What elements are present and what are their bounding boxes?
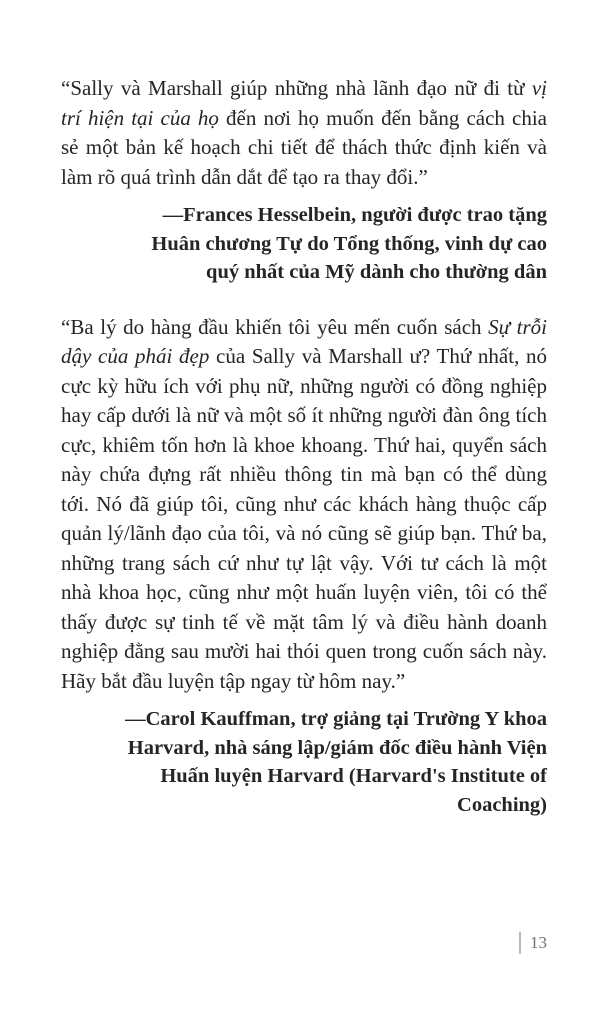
- testimonial-quote-1: [61, 74, 547, 192]
- quote-1-segment-1: “Sally và Marshall giúp những nhà lãnh đạo nữ đi từ: [61, 76, 532, 100]
- book-page: [61, 74, 547, 845]
- quote-2-segment-1: “Ba lý do hàng đầu khiến tôi yêu mến cuốn sách: [61, 314, 489, 339]
- quote-2-book-title-italic: Sự trỗi dậy của phái đẹp: [61, 314, 547, 368]
- quote-1-italic-phrase: vị trí hiện tại của họ: [61, 76, 547, 130]
- testimonial-quote-2: [61, 313, 547, 697]
- attribution-carol-kauffman: —Carol Kauffman, trợ giảng tại Trường Y khoa Harvard, nhà sáng lập/giám đốc điều hành Viện Huấn luyện Harvard (Harvard's Institute of Coaching): [125, 708, 547, 816]
- quote-2-segment-3: của Sally và Marshall ư? Thứ nhất, nó cực kỳ hữu ích với phụ nữ, những người có đồng nghiệp hay cấp dưới là nữ và một số ít những người đàn ông tích cực, khiêm tốn hơn là khoe khoang. Thứ hai, quyển sách này chứa đựng rất nhiều thông tin mà bạn có thể dùng tới. Nó đã giúp tôi, cũng như các khách hàng thuộc cấp quản lý/lãnh đạo của tôi, và nó cũng sẽ giúp bạn. Thứ ba, những trang sách cứ như tự lật vậy. Với tư cách là một nhà khoa học, cũng như một huấn luyện viên, tôi có thể thấy được sự tinh tế về mặt tâm lý và điều hành doanh nghiệp đằng sau mười hai thói quen trong cuốn sách này. Hãy bắt đầu luyện tập ngay từ hôm nay.”: [61, 344, 548, 693]
- page-number-divider: [519, 932, 521, 954]
- attribution-frances-hesselbein: —Frances Hesselbein, người được trao tặng Huân chương Tự do Tổng thống, vinh dự cao quý nhất của Mỹ dành cho thường dân: [151, 204, 547, 283]
- quote-1-segment-3: đến nơi họ muốn đến bằng cách chia sẻ một bản kế hoạch chi tiết để thách thức định kiến và làm rõ quá trình dẫn dắt để tạo ra thay đổi.”: [61, 105, 547, 189]
- page-footer: [519, 932, 547, 954]
- page-number: 13: [530, 933, 547, 952]
